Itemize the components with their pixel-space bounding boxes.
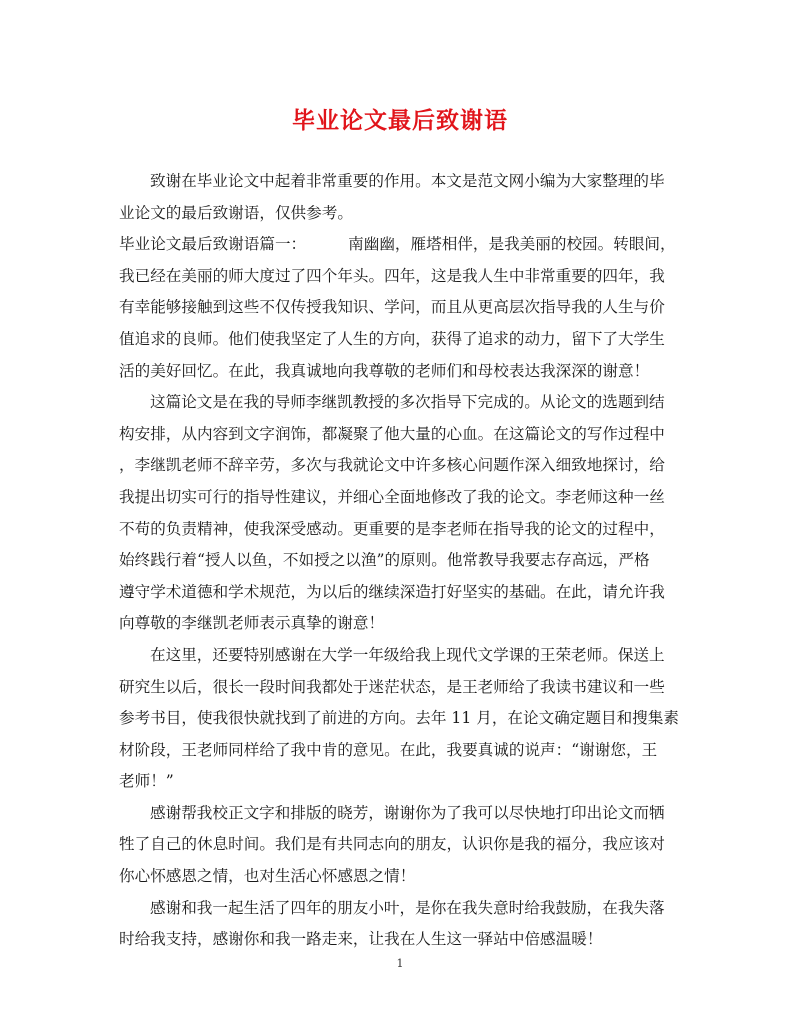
text-line: 你心怀感恩之情，也对生活心怀感恩之情！ xyxy=(119,867,416,886)
text-line: 时给我支持，感谢你和我一路走来，让我在人生这一驿站中倍感温暖！ xyxy=(119,930,603,949)
text-line: 致谢在毕业论文中起着非常重要的作用。本文是范文网小编为大家整理的毕 xyxy=(150,172,665,190)
text-line: 感谢帮我校正文字和排版的晓芳，谢谢你为了我可以尽快地打印出论文而牺 xyxy=(150,803,665,822)
text-line: 始终践行着“授人以鱼，不如授之以渔”的原则。他常教导我要志存高远，严格 xyxy=(119,551,650,570)
document-title: 毕业论文最后致谢语 xyxy=(292,107,508,134)
text-line: 业论文的最后致谢语，仅供参考。 xyxy=(119,203,353,222)
text-line: 研究生以后，很长一段时间我都处于迷茫状态，是王老师给了我读书建议和一些 xyxy=(119,677,665,696)
text-line: 材阶段，王老师同样给了我中肯的意见。在此，我要真诚的说声：“谢谢您，王 xyxy=(119,740,658,759)
text-line: 构安排，从内容到文字润饰，都凝聚了他大量的心血。在这篇论文的写作过程中 xyxy=(119,424,665,443)
text-line: 我提出切实可行的指导性建议，并细心全面地修改了我的论文。李老师这种一丝 xyxy=(119,487,665,506)
section-text: 南幽幽，雁塔相伴，是我美丽的校园。转眼间， xyxy=(348,235,676,254)
text-line: 牲了自己的休息时间。我们是有共同志向的朋友，认识你是我的福分，我应该对 xyxy=(119,835,665,854)
text-line: 老师！” xyxy=(119,772,174,791)
text-line: 值追求的良师。他们使我坚定了人生的方向，获得了追求的动力，留下了大学生 xyxy=(119,329,665,348)
page-number: 1 xyxy=(396,957,404,970)
text-line: 活的美好回忆。在此，我真诚地向我尊敬的老师们和母校表达我深深的谢意！ xyxy=(119,361,650,380)
text-line: 参考书目，使我很快就找到了前进的方向。去年 11 月，在论文确定题目和搜集素 xyxy=(119,709,679,728)
section-heading: 毕业论文最后致谢语篇一： xyxy=(119,235,307,254)
text-line: 遵守学术道德和学术规范，为以后的继续深造打好坚实的基础。在此，请允许我 xyxy=(119,582,665,601)
text-line: 在这里，还要特别感谢在大学一年级给我上现代文学课的王荣老师。保送上 xyxy=(150,645,665,664)
document-body xyxy=(119,166,683,956)
text-line: 我已经在美丽的师大度过了四个年头。四年，这是我人生中非常重要的四年，我 xyxy=(119,266,665,285)
text-line: 不苟的负责精神，使我深受感动。更重要的是李老师在指导我的论文的过程中， xyxy=(119,519,665,538)
text-line: 向尊敬的李继凯老师表示真挚的谢意！ xyxy=(119,614,385,633)
text-line: 有幸能够接触到这些不仅传授我知识、学问，而且从更高层次指导我的人生与价 xyxy=(119,298,665,317)
text-line: 感谢和我一起生活了四年的朋友小叶，是你在我失意时给我鼓励，在我失落 xyxy=(150,898,665,917)
text-line: ，李继凯老师不辞辛劳，多次与我就论文中许多核心问题作深入细致地探讨，给 xyxy=(119,456,665,475)
text-line-heading xyxy=(119,229,683,261)
text-line: 这篇论文是在我的导师李继凯教授的多次指导下完成的。从论文的选题到结 xyxy=(150,393,665,412)
